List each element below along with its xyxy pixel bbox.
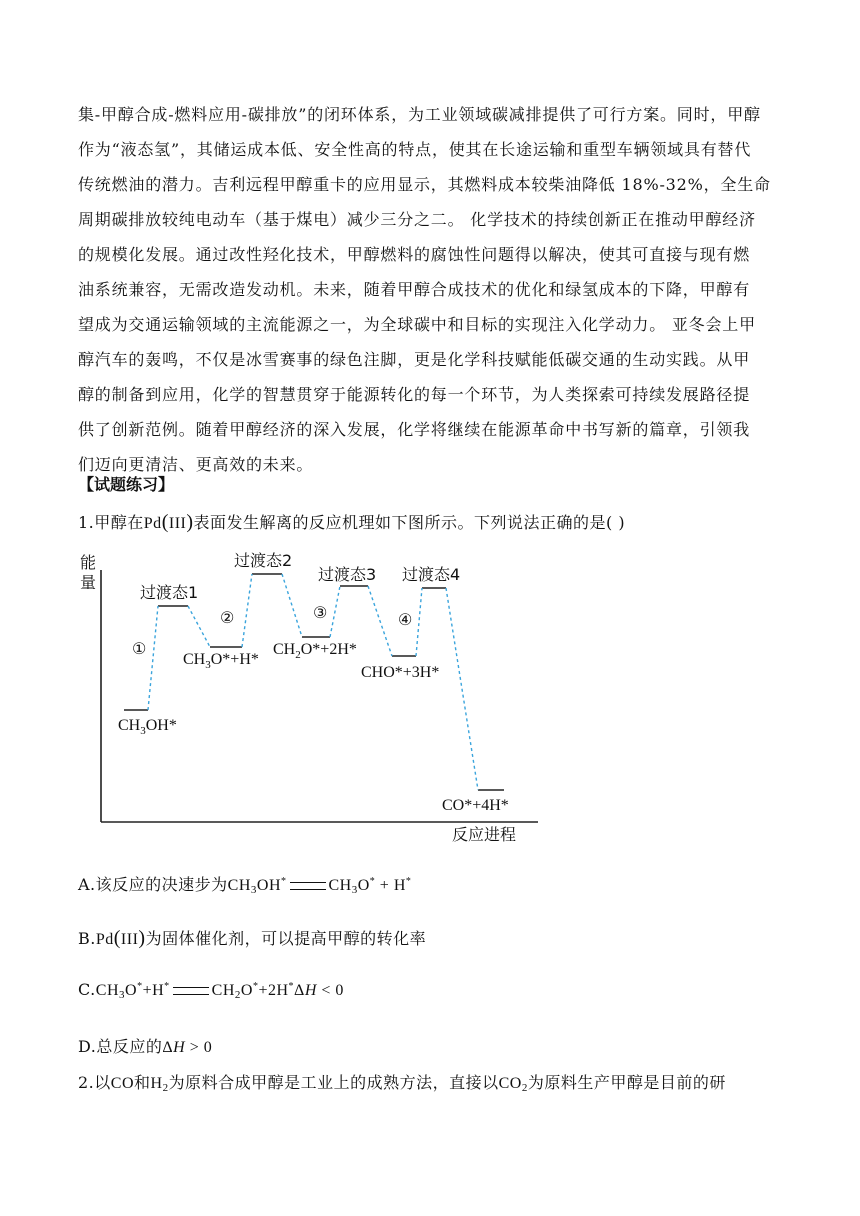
step-1-label: ① [132,641,147,658]
option-b [78,926,426,950]
option-d-prefix: D.总反应的 [78,1037,163,1056]
species-cho: CHO*+3H* [361,664,440,681]
option-d-expression: ΔH > 0 [162,1039,213,1056]
q2-co: CO [110,1075,135,1092]
y-axis-label-1: 能 [80,553,97,572]
species-co: CO*+4H* [442,797,509,814]
option-a-prefix: A.该反应的决速步为 [78,875,228,894]
option-b-catalyst: Pd(III) [95,927,146,949]
q1-stem-part-a: 1.甲醇在 [78,513,144,532]
article-line: 集-甲醇合成-燃料应用-碳排放”的闭环体系，为工业领域碳减排提供了可行方案。同时，甲醇 [78,105,761,124]
article-line: 油系统兼容，无需改造发动机。未来，随着甲醇合成技术的优化和绿氢成本的下降，甲醇有 [78,280,751,299]
catalyst-symbol: Pd [143,515,162,532]
q2-part-4: 为原料生产甲醇是目前的研 [527,1073,726,1092]
ts4-label: 过渡态4 [402,565,461,584]
species-ch3oh: $CH_3OH*$ [118,717,177,737]
q2-co2: $CO_2$ [498,1075,528,1094]
q1-stem-part-b: 表面发生解离的反应机理如下图所示。下列说法正确的是( ) [193,513,626,532]
question-1-stem [78,510,625,534]
article-line: 们迈向更清洁、更高效的未来。 [78,455,314,474]
species-ch3o: $CH_3O*+H*$ [183,651,259,671]
article-line: 醇汽车的轰鸣，不仅是冰雪赛事的绿色注脚，更是化学科技赋能低碳交通的生动实践。从甲 [78,350,751,369]
y-axis-label-2: 量 [80,573,97,592]
step-2-label: ② [220,610,235,627]
section-heading: 【试题练习】 [78,475,175,494]
step-4-label: ④ [398,612,413,629]
option-b-text: 为固体催化剂，可以提高甲醇的转化率 [145,929,427,948]
article-line: 望成为交通运输领域的主流能源之一，为全球碳中和目标的实现注入化学动力。 亚冬会上甲 [78,315,756,334]
q2-part-2: 和 [134,1073,151,1092]
article-line: 醇的制备到应用，化学的智慧贯穿于能源转化的每一个环节，为人类探索可持续发展路径提 [78,385,751,404]
ts3-label: 过渡态3 [318,565,377,584]
ts1-label: 过渡态1 [140,583,199,602]
q2-part-1: 2.以 [78,1073,111,1092]
species-ch2o: $CH_2O*+2H*$ [273,641,357,661]
article-line: 供了创新范例。随着甲醇经济的深入发展，化学将继续在能源革命中书写新的篇章，引领我 [78,420,751,439]
q2-part-3: 为原料合成甲醇是工业上的成熟方法，直接以 [168,1073,499,1092]
article-line: 的规模化发展。通过改性羟化技术，甲醇燃料的腐蚀性问题得以解决，使其可直接与现有燃 [78,245,751,264]
catalyst-oxidation-state: III [168,515,187,532]
article-line: 周期碳排放较纯电动车（基于煤电）减少三分之二。 化学技术的持续创新正在推动甲醇经济 [78,210,756,229]
article-line: 传统燃油的潜力。吉利远程甲醇重卡的应用显示，其燃料成本较柴油降低 18%-32%，全生命 [78,175,771,194]
question-2-stem [78,1070,726,1094]
option-a [78,872,411,896]
option-c-equation: $CH_3O^*+H^*$ $CH_2O^*+2H^*\Delta H < 0$ [95,981,344,1001]
q2-h2: $H_2$ [150,1075,169,1094]
x-axis-label: 反应进程 [452,825,517,844]
energy-profile-diagram [70,548,540,848]
option-b-prefix: B. [78,929,96,948]
article-paragraph [78,97,790,482]
option-c-prefix: C. [78,980,96,999]
ts2-label: 过渡态2 [234,551,293,570]
option-a-equation: $CH_3OH^*$ $CH_3O^* + H^*$ [227,876,412,896]
option-c [78,980,344,1001]
step-3-label: ③ [313,605,328,622]
catalyst-formula: Pd(III) [143,511,194,533]
article-line: 作为“液态氢”，其储运成本低、安全性高的特点，使其在长途运输和重型车辆领域具有替代 [78,140,752,159]
option-d [78,1034,212,1057]
